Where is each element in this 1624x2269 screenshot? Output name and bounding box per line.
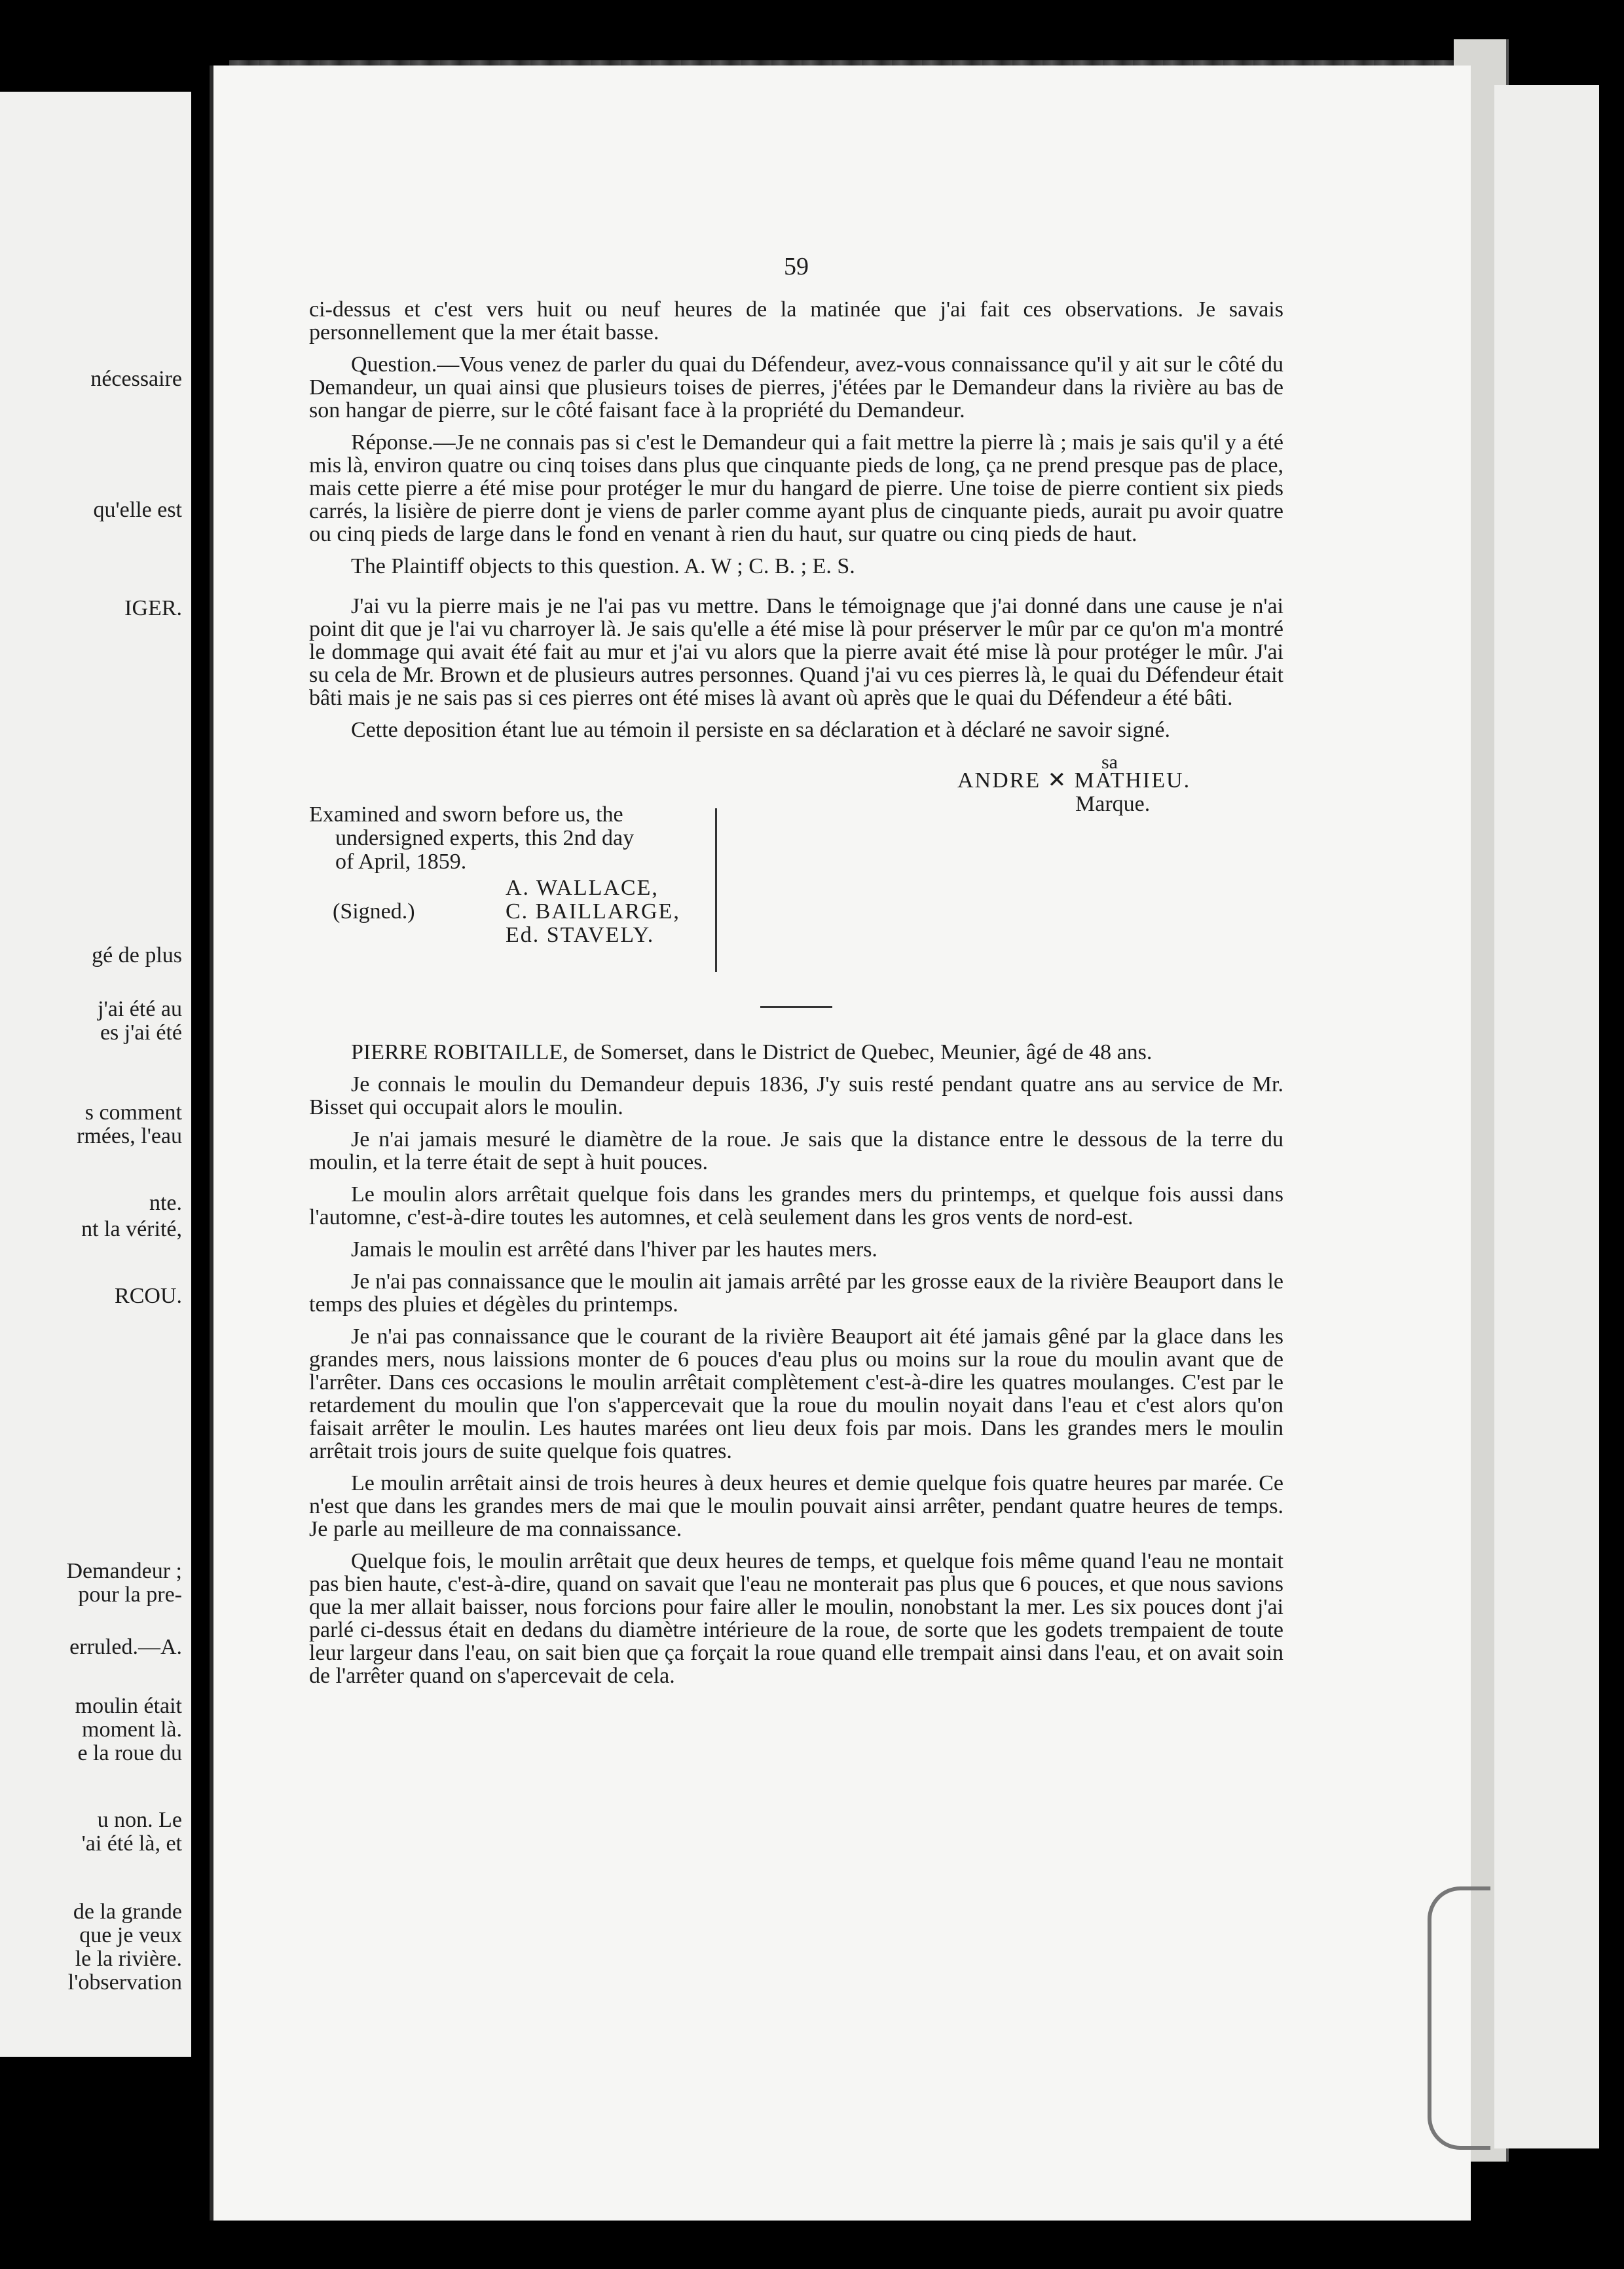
left-fragment: l'observation xyxy=(67,1970,182,1995)
left-fragment: s comment xyxy=(84,1100,182,1125)
signature-sa: sa xyxy=(1101,751,1118,773)
paragraph: Le moulin arrêtait ainsi de trois heures à deux heures et demie quelque fois quatre heures par marée. Ce n'est que dans les grandes mers de mai que le moulin pouvait ainsi arrêter, pendant quatre heures de temps. Je parle au meilleure de ma connaissance. xyxy=(309,1471,1283,1541)
witness-heading: PIERRE ROBITAILLE, de Somerset, dans le District de Quebec, Meunier, âgé de 48 ans. xyxy=(351,1040,1153,1064)
sworn-block xyxy=(309,803,1283,980)
signature-name: ANDRE ✕ MATHIEU. xyxy=(957,768,1191,793)
binding-clip xyxy=(1428,1886,1490,2150)
book-edge-sheet xyxy=(1494,85,1599,2148)
paragraph: Je n'ai jamais mesuré le diamètre de la roue. Je sais que la distance entre le dessous de la terre du moulin, et la terre était de sept à huit pouces. xyxy=(309,1127,1283,1174)
expert-name: Ed. STAVELY. xyxy=(506,923,655,947)
left-fragment: nécessaire xyxy=(90,367,182,391)
signed-label: (Signed.) xyxy=(333,899,415,924)
sworn-line: of April, 1859. xyxy=(335,850,467,874)
paragraph: J'ai vu la pierre mais je ne l'ai pas vu mettre. Dans le témoignage que j'ai donné dans une cause je n'ai point dit que je l'ai vu charroyer là. Je sais qu'elle a été mise là pour préserver le mûr par ce qu'on m'a montré le dommage qui avait été fait au mur et j'ai vu alors que la pierre avait été mise là pour protéger le mûr. J'ai su cela de Mr. Brown et de plusieurs autres personnes. Quand j'ai vu ces pierres là, le quai du Défendeur était bâti mais je ne sais pas si ces pierres ont été mises là avant où après que le quai du Défendeur a été bâti. xyxy=(309,594,1283,710)
paragraph: Question.—Vous venez de parler du quai du Défendeur, avez-vous connaissance qu'il y ait sur le côté du Demandeur, un quai ainsi que plusieurs toises de pierres, j'étées par le Demandeur dans la rivière au bas de son hangar de pierre, sur le côté faisant face à la propriété du Demandeur. xyxy=(309,352,1283,422)
left-fragment: gé de plus xyxy=(92,943,182,967)
paragraph: Je n'ai pas connaissance que le moulin ait jamais arrêté par les grosse eaux de la rivière Beauport dans le temps des pluies et dégèles du printemps. xyxy=(309,1269,1283,1317)
left-fragment: le la rivière. xyxy=(75,1947,182,1971)
left-fragment: nt la vérité, xyxy=(81,1217,182,1241)
expert-name: A. WALLACE, xyxy=(506,876,659,900)
left-fragment: Demandeur ; xyxy=(66,1559,182,1583)
sworn-bracket xyxy=(706,808,717,972)
left-fragment: es j'ai été xyxy=(100,1021,182,1045)
expert-name: C. BAILLARGE, xyxy=(506,899,680,924)
left-fragment: u non. Le xyxy=(97,1808,182,1832)
left-fragment: moulin était xyxy=(75,1694,182,1718)
page-number: 59 xyxy=(784,253,809,280)
paragraph: Réponse.—Je ne connais pas si c'est le Demandeur qui a fait mettre la pierre là ; mais je sais qu'il y a été mis là, environ quatre ou cinq toises dans plus que cinquante pieds de long, ça ne prend presque pas de place, mais cette pierre a été mise pour protéger le mur du hangard de pierre. Une toise de pierre contient six pieds carrés, la lisière de pierre dont je viens de parler comme ayant plus de cinquante pieds, aurait pu avoir quatre ou cinq pieds de large dans le fond en venant à rien du haut, sur quatre ou cinq pieds de haut. xyxy=(309,430,1283,546)
left-fragment: rmées, l'eau xyxy=(77,1124,182,1148)
left-fragment: e la roue du xyxy=(77,1741,182,1765)
paragraph: Je connais le moulin du Demandeur depuis 1836, J'y suis resté pendant quatre ans au service de Mr. Bisset qui occupait alors le moulin. xyxy=(309,1072,1283,1119)
left-fragment: pour la pre- xyxy=(78,1583,182,1607)
left-fragment: 'ai été là, et xyxy=(81,1831,182,1856)
left-fragment: de la grande xyxy=(73,1900,182,1924)
signature-mark: Marque. xyxy=(1075,792,1151,816)
section-rule xyxy=(760,1006,832,1008)
left-fragment: IGER. xyxy=(124,596,182,620)
left-fragment: erruled.—A. xyxy=(69,1635,182,1659)
paragraph: ci-dessus et c'est vers huit ou neuf heures de la matinée que j'ai fait ces observations. Je savais personnellement que la mer était basse. xyxy=(309,297,1283,345)
left-fragment: RCOU. xyxy=(115,1284,182,1308)
sworn-line: undersigned experts, this 2nd day xyxy=(335,826,635,850)
paragraph: Jamais le moulin est arrêté dans l'hiver par les hautes mers. xyxy=(351,1237,877,1262)
paragraph: Quelque fois, le moulin arrêtait que deux heures de temps, et quelque fois même quand l'eau ne montait pas bien haute, c'est-à-dire, quand on savait que l'eau ne monterait pas plus que 6 pouces, et que nous savions que la mer allait baisser, nous forcions pour faire aller le moulin, nonobstant la mer. Les six pouces dont j'ai parlé ci-dessus était en dedans du diamètre intérieure de la roue, de sorte que les godets trempaient de toute leur largeur dans l'eau, on sait bien que ça forçait la roue quand elle trempait ainsi dans l'eau, et on avait soin de l'arrêter quand on s'apercevait de cela. xyxy=(309,1549,1283,1688)
left-fragment: moment là. xyxy=(82,1717,182,1742)
paragraph: Cette deposition étant lue au témoin il persiste en sa déclaration et à déclaré ne savoir signé. xyxy=(351,718,1170,742)
page-content xyxy=(309,255,1283,1697)
left-fragment: que je veux xyxy=(79,1923,182,1947)
objection-line: The Plaintiff objects to this question. A. W ; C. B. ; E. S. xyxy=(351,554,855,578)
left-fragment: j'ai été au xyxy=(98,997,182,1021)
paragraph: Le moulin alors arrêtait quelque fois dans les grandes mers du printemps, et quelque fois aussi dans l'automne, c'est-à-dire toutes les automnes, et celà seulement dans les gros vents de nord-est. xyxy=(309,1182,1283,1229)
paragraph: Je n'ai pas connaissance que le courant de la rivière Beauport ait été jamais gêné par la glace dans les grandes mers, nous laissions monter de 6 pouces d'eau plus ou moins sur la roue du moulin avant que de l'arrêter. Dans ces occasions le moulin arrêtait complètement c'est-à-dire les quatres moulanges. C'est par le retardement du moulin que l'on s'appercevait que la roue du moulin noyait dans l'eau et c'est alors qu'on faisait arrêter le moulin. Les hautes marées ont lieu deux fois par mois. Dans les grandes mers le moulin arrêtait trois jours de suite quelque fois quatres. xyxy=(309,1324,1283,1463)
left-fragment: qu'elle est xyxy=(93,498,182,522)
left-fragment: nte. xyxy=(149,1191,182,1215)
left-page xyxy=(0,92,191,2057)
sworn-line: Examined and sworn before us, the xyxy=(309,802,623,827)
